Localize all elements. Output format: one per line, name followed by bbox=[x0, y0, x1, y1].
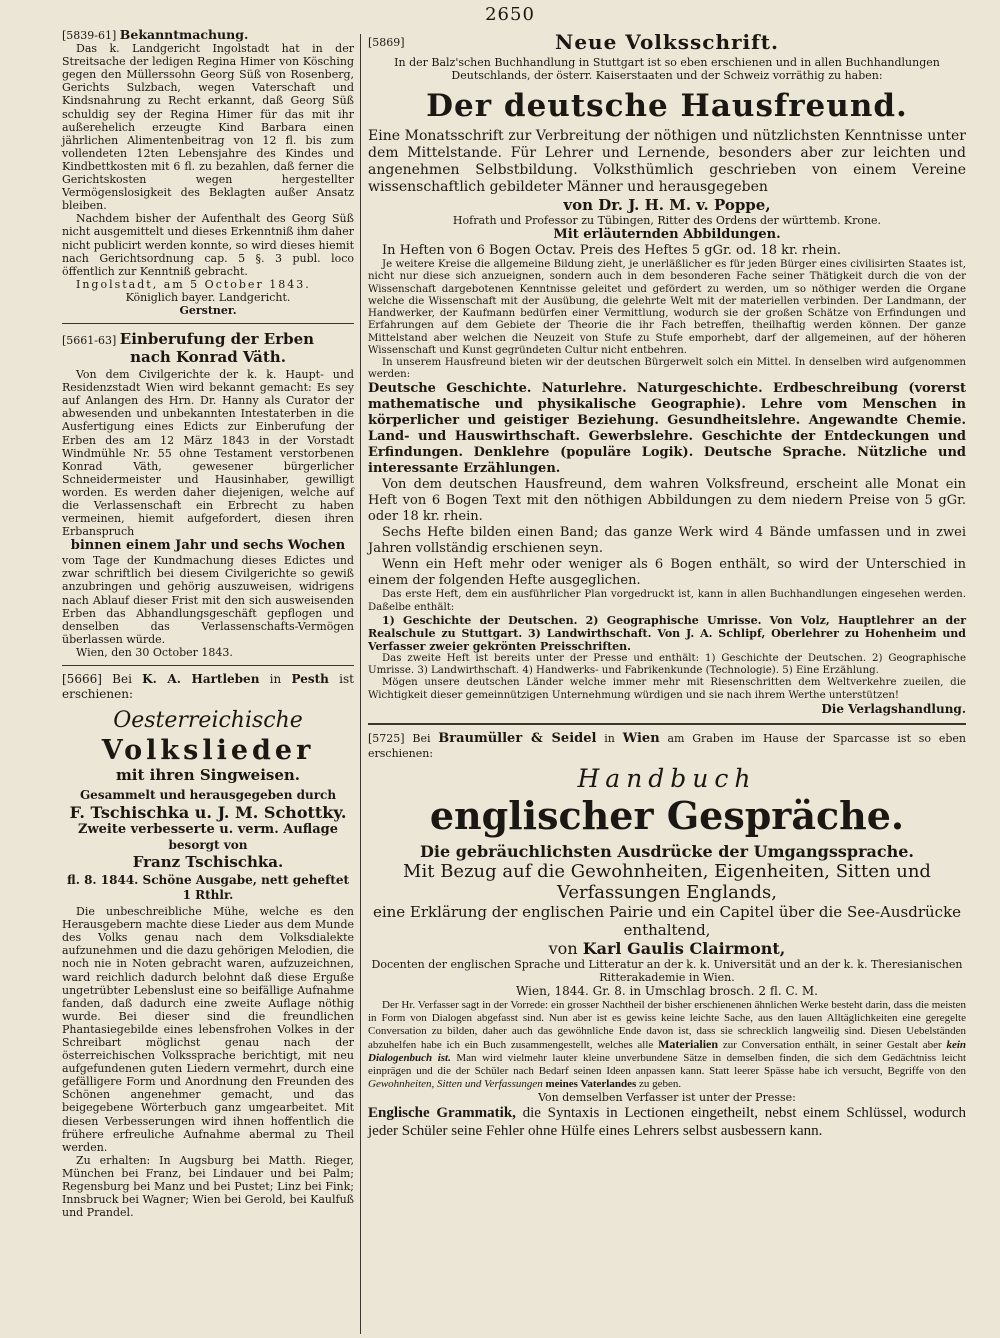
notice-signature: Gerstner. bbox=[179, 303, 237, 317]
book-edition: Zweite verbesserte u. verm. Auflage bbox=[77, 822, 339, 838]
notice-title: nach Konrad Väth. bbox=[130, 348, 286, 367]
divider bbox=[62, 323, 354, 324]
book-by-name: Franz Tschischka. bbox=[132, 853, 284, 872]
notice-deadline: binnen einem Jahr und sechs Wochen bbox=[70, 538, 346, 554]
book-price: fl. 8. 1844. Schöne Ausgabe, nett geheftet 1 Rthlr. bbox=[66, 873, 349, 903]
notice-body: Sechs Hefte bilden einen Band; das ganze Werk wird 4 Bände umfassen und in zwei Jahren vollständig erschienen seyn. bbox=[368, 525, 966, 557]
book-author-desc: Docenten der englischen Sprache und Litteratur an der k. k. Universität und an der k. k. Theresianischen Ritterakademie in Wien. bbox=[371, 957, 963, 984]
publisher-name: Braumüller & Seidel bbox=[438, 730, 597, 746]
notice-body: Nachdem bisher der Aufenthalt des Georg Süß nicht ausgemittelt und dieses Erkenntniß ihm daher nicht publicirt werden konnte, so wird dieses hiemit nach Gerichtsordnung cap. 5 §. 3 publ. loco öffentlich zur Kenntniß gebracht. bbox=[62, 212, 354, 278]
right-column bbox=[368, 28, 966, 1140]
notice-court: Königlich bayer. Landgericht. bbox=[125, 290, 291, 304]
notice-number: [5666] bbox=[62, 672, 102, 687]
notice-number: [5725] bbox=[368, 731, 405, 745]
notice-title: Einberufung der Erben bbox=[119, 330, 315, 349]
book-subtitle: eine Erklärung der englischen Pairie und ein Capitel über die See-Ausdrücke enthaltend, bbox=[372, 902, 962, 939]
notice-dealers: Zu erhalten: In Augsburg bei Matth. Rieger, München bei Franz, bei Lindauer und bei Palm; Regensburg bei Manz und bei Pustet; Linz bei Fink; Innsbruck bei Wagner; Wien bei Gerold, bei Kaulfuß und Prandel. bbox=[62, 1153, 354, 1220]
press-note: Von demselben Verfasser ist unter der Presse: bbox=[538, 1090, 796, 1104]
intro-text: in bbox=[604, 731, 615, 745]
divider bbox=[368, 723, 966, 725]
body-emphasis: Materialien bbox=[658, 1037, 719, 1052]
book-price: Wien, 1844. Gr. 8. in Umschlag brosch. 2 fl. C. M. bbox=[516, 984, 818, 999]
notice-volkslieder bbox=[62, 672, 354, 1219]
intro-text: ist erschienen: bbox=[62, 672, 354, 702]
body-text: Der Hr. Verfasser sagt in der Vorrede: ein grosser Nachtheil der bisher erschienenen ähnlichen Werke besteht darin, dass die meisten in Form von Dialogen abgefasst sind. Nun aber ist es gewiss keine leichte Sache, aus den lauen Alltäglichkeiten eine geregelte Conversation zu bilden, daher auch das gewöhnliche Ende davon ist, dass sie schrecklich langweilig sind. Diesen Uebelständen abzuhelfen habe ich ein Buch zusammengestellt, welches alle bbox=[368, 999, 966, 1052]
body-text: Man wird vielmehr lauter kleine unverbundene Sätze in demselben finden, die sich dem Gedächtniss leicht einprägen und die der Schüler nach Bedarf seinen Ideen anpassen kann. Statt leerer Spässe habe ich versucht, Begriffe von den bbox=[368, 1052, 966, 1078]
divider bbox=[62, 665, 354, 666]
body-text: zur Conversation enthält, in seiner Gestalt aber bbox=[722, 1039, 942, 1052]
book-contents: Das zweite Heft ist bereits unter der Presse und enthält: 1) Geschichte der Deutschen. 2) Geographische Umrisse. 3) Landwirthschaft. 4) Handwerks- und Fabrikenkunde (Technologie). 5) Eine Erzählung. bbox=[368, 653, 966, 677]
notice-body: Wenn ein Heft mehr oder weniger als 6 Bogen enthält, so wird der Unterschied in einem der folgenden Hefte ausgeglichen. bbox=[368, 557, 966, 589]
book-title: Der deutsche Hausfreund. bbox=[426, 88, 908, 125]
body-emphasis: Gewohnheiten, Sitten und Verfassungen bbox=[368, 1078, 543, 1091]
notice-number: [5839-61] bbox=[62, 29, 117, 42]
notice-body: Die unbeschreibliche Mühe, welche es den Herausgebern machte diese Lieder aus dem Munde des Volks genau nach dem Volksdialekte aufzunehmen und die dazu gehörigen Melodien, die noch nie in Noten gebracht waren, aufzuzeichnen, ward reichlich dadurch belohnt daß diese Erguße ungetrübter Lebenslust eine so beifällige Aufnahme fanden, daß dadurch eine zweite Auflage nöthig wurde. Bei dieser sind die freundlichen Phantasiegebilde eines lebensfrohen Volkes in der Schreibart möglichst genau nach der österreichischen Volkssprache berichtigt, mit neu aufgefundenen guten Liedern vermehrt, durch eine gefälligere Form und Anordnung den Freunden des Schönen angenehmer gemacht, und das beigegebene Wörterbuch ganz umgearbeitet. Mit diesen Verbesserungen wird ihnen hoffentlich die frühere erfreuliche Aufnahme abermal zu Theil werden. bbox=[62, 905, 354, 1154]
grammar-desc: die Syntaxis in Lectionen eingetheilt, nebst einem Schlüssel, wodurch jeder Schüler seine Fehler ohne Hülfe eines Lehrers selbst ausbessern kann. bbox=[368, 1104, 966, 1139]
notice-title: Neue Volksschrift. bbox=[555, 30, 779, 54]
column-divider bbox=[360, 34, 361, 1334]
notice-date: Ingolstadt, am 5 October 1843. bbox=[76, 277, 311, 291]
book-price: In Heften von 6 Bogen Octav. Preis des Heftes 5 gGr. od. 18 kr. rhein. bbox=[382, 243, 841, 259]
notice-body: Das k. Landgericht Ingolstadt hat in der Streitsache der ledigen Regina Himer von Kösching gegen den Müllerssohn Georg Süß von Rosenberg, Gerichts Sulzbach, wegen Vaterschaft und Kindsnahrung zu Recht erkannt, daß Georg Süß schuldig sey der Regina Himer für das mit ihr außerehelich erzeugte Kind Barbara einen jährlichen Alimentenbeitrag von 12 fl. bis zum vollendeten 12ten Lebensjahre des Kindes und Kindbettkosten mit 6 fl. zu bezahlen, daß ferner die Gerichtskosten wegen hergestellter Vermögenslosigkeit des Beklagten außer Ansatz bleiben. bbox=[62, 42, 354, 213]
publisher-name: K. A. Hartleben bbox=[142, 672, 260, 687]
notice-signature: Die Verlagshandlung. bbox=[821, 701, 966, 716]
book-illustrations: Mit erläuternden Abbildungen. bbox=[553, 227, 781, 243]
left-column bbox=[62, 28, 354, 1219]
page-number: 2650 bbox=[485, 4, 535, 25]
body-text: zu geben. bbox=[639, 1078, 682, 1091]
author-prefix: von bbox=[548, 938, 578, 958]
book-editors-intro: Gesammelt und herausgegeben durch bbox=[79, 788, 337, 803]
book-title: Volkslieder bbox=[101, 735, 315, 767]
book-topics: Deutsche Geschichte. Naturlehre. Naturgeschichte. Erdbeschreibung (vorerst mathematische und physikalische Geographie). Lehre vom Menschen in körperlicher und geistiger Beziehung. Gesundheitslehre. Angewandte Chemie. Land- und Hauswirthschaft. Gewerbslehre. Geschichte der Entdeckungen und Erfindungen. Denklehre (populäre Logik). Deutsche Sprache. Nützliche und interessante Erzählungen. bbox=[368, 381, 966, 477]
book-contents: 1) Geschichte der Deutschen. 2) Geographische Umrisse. Von Volz, Hauptlehrer an der Realschule zu Stuttgart. 3) Landwirthschaft. Von J. A. Schlipf, Oberlehrer zu Hohenheim und Verfasser zweier gekrönten Preisschriften. bbox=[368, 613, 966, 653]
notice-hausfreund bbox=[368, 30, 966, 717]
notice-intro: In der Balz'schen Buchhandlung in Stuttgart ist so eben erschienen und in allen Buchhandlungen Deutschlands, der österr. Kaiserstaaten und der Schweiz vorräthig zu haben: bbox=[394, 56, 940, 83]
intro-text: Bei bbox=[412, 731, 431, 745]
book-editors: F. Tschischka u. J. M. Schottky. bbox=[69, 803, 347, 823]
intro-text: am Graben im Hause der Sparcasse ist so eben erschienen: bbox=[368, 731, 966, 760]
intro-text: in bbox=[269, 672, 282, 687]
notice-bekanntmachung bbox=[62, 28, 354, 317]
book-author: von Dr. J. H. M. v. Poppe, bbox=[563, 196, 771, 215]
notice-body: Je weitere Kreise die allgemeine Bildung zieht, je unerläßlicher es für jeden Bürger eines civilisirten Staates ist, nicht nur diese sich anzueignen, sondern auch in dem besonderen Fache seiner Thätigkeit durch die von der Wissenschaft dargebotenen Kenntnisse geleitet und gefördert zu werden, um so nöthiger werden die Organe welche die Wissenschaft mit der Ausübung, die gelehrte Welt mit der materiellen verbinden. Der Landmann, der Handwerker, der Kaufmann bedürfen einer Vermittlung, wodurch sie der großen Schätze von Erfindungen und Erfahrungen auf dem Gebiete der Theorie die ihr Fach betreffen, theilhaftig werden können. Der ganze Mittelstand aber welchen die Neuzeit von Stufe zu Stufe emporhebt, darf der allgemeinen, auf der höheren Wissenschaft und Kunst gegründeten Cultur nicht entbehren. bbox=[368, 259, 966, 356]
notice-body: Von dem Civilgerichte der k. k. Haupt- und Residenzstadt Wien wird bekannt gemacht: Es sey auf Anlangen des Hrn. Dr. Hanny als Curator der abwesenden und unbekannten Intestaterben in die Ausfertigung eines Edicts zur Einberufung der Erben des am 12 März 1843 in der Vorstadt Windmühle Nr. 55 ohne Testament verstorbenen Konrad Väth, gewesener bürgerlicher Schneidermeister und Hausinhaber, gewilligt worden. Es werden daher diejenigen, welche auf die Verlassenschaft ein Erbrecht zu haben vermeinen, hiemit aufgefordert, diesen ihren Erbanspruch bbox=[62, 368, 354, 539]
city-name: Wien bbox=[622, 730, 660, 746]
notice-einberufung bbox=[62, 330, 354, 659]
book-author-desc: Hofrath und Professor zu Tübingen, Ritter des Ordens der württemb. Krone. bbox=[452, 214, 882, 228]
book-subtitle: Eine Monatsschrift zur Verbreitung der nöthigen und nützlichsten Kenntnisse unter dem Mittelstande. Für Lehrer und Lernende, besonders aber zur leichten und angenehmen Selbstbildung. Volksthümlich geschrieben von einem Vereine wissenschaftlich gebildeter Männer und herausgegeben bbox=[368, 128, 966, 196]
notice-number: [5661-63] bbox=[62, 334, 117, 348]
grammar-title: Englische Grammatik, bbox=[368, 1104, 516, 1121]
notice-body: Von dem deutschen Hausfreund, dem wahren Volksfreund, erscheint alle Monat ein Heft von 6 Bogen Text mit den nöthigen Abbildungen zu dem niedern Preise von 5 gGr. oder 18 kr. rhein. bbox=[368, 477, 966, 525]
notice-number: [5869] bbox=[368, 36, 405, 49]
book-title: Oesterreichische bbox=[113, 708, 303, 734]
notice-body bbox=[368, 999, 966, 1091]
intro-text: Bei bbox=[112, 672, 132, 687]
book-subtitle: Die gebräuchlichsten Ausdrücke der Umgangssprache. bbox=[419, 841, 914, 861]
body-emphasis: meines Vaterlandes bbox=[545, 1078, 637, 1091]
notice-body: vom Tage der Kundmachung dieses Edictes und zwar schriftlich bei diesem Civilgerichte so gewiß anzubringen und gehörig auszuweisen, widrigens nach Ablauf dieser Frist mit den sich ausweisenden Erben das Abhandlungsgeschäft gepflogen und denselben das Verlassenschafts-Vermögen überlassen würde. bbox=[62, 554, 354, 646]
book-title: englischer Gespräche. bbox=[429, 792, 905, 838]
book-subtitle: mit ihren Singweisen. bbox=[115, 766, 301, 785]
notice-body: In unserem Hausfreund bieten wir der deutschen Bürgerwelt solch ein Mittel. In denselben wird aufgenommen werden: bbox=[368, 356, 966, 381]
book-subtitle: Mit Bezug auf die Gewohnheiten, Eigenheiten, Sitten und Verfassungen Englands, bbox=[403, 860, 931, 903]
notice-body: Das erste Heft, dem ein ausführlicher Plan vorgedruckt ist, kann in allen Buchhandlungen eingesehen werden. Daßelbe enthält: bbox=[368, 589, 966, 613]
body-emphasis: kein Dialogenbuch ist. bbox=[368, 1039, 967, 1065]
city-name: Pesth bbox=[291, 672, 329, 687]
book-author: Karl Gaulis Clairmont, bbox=[582, 938, 786, 958]
notice-title: Bekanntmachung. bbox=[119, 27, 249, 42]
notice-date: Wien, den 30 October 1843. bbox=[76, 645, 233, 659]
book-by: besorgt von bbox=[168, 838, 248, 853]
notice-closing: Mögen unsere deutschen Länder welche immer mehr mit Riesenschritten dem Weltverkehre zueilen, die Wichtigkeit dieser gemeinnützigen Unternehmung würdigen und sie nach ihrem Werthe unterstützen! bbox=[368, 677, 966, 701]
notice-handbuch bbox=[368, 731, 966, 1140]
book-title: Handbuch bbox=[577, 763, 757, 793]
